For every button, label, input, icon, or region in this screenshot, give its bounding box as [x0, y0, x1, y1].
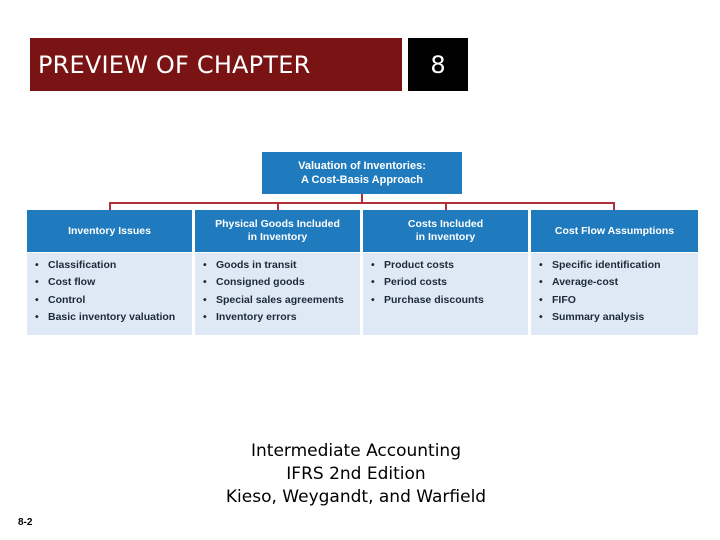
list-item: [203, 274, 360, 291]
list-item: [539, 292, 698, 309]
list-item-text: Basic inventory valuation: [48, 310, 176, 323]
chapter-number-box: [408, 38, 468, 91]
list-item-text: Purchase discounts: [384, 293, 484, 306]
list-item: [371, 292, 528, 309]
bullet-icon: •: [371, 259, 375, 271]
list-item: [203, 292, 360, 309]
list-item-text: Special sales agreements: [216, 293, 344, 306]
bullet-icon: •: [203, 276, 207, 289]
list-item: [35, 292, 192, 309]
list-item: [371, 274, 528, 291]
column-body-physical-goods: [195, 253, 360, 335]
chapter-title-banner: [30, 38, 402, 91]
column-body-inventory-issues: [27, 253, 192, 335]
column-heading-cost-flow-assumptions: [531, 210, 698, 252]
list-item-text: Goods in transit: [216, 259, 297, 271]
column-heading-line: in Inventory: [415, 231, 476, 243]
list-item: [35, 274, 192, 291]
list-item-text: Cost flow: [48, 276, 96, 289]
bullet-icon: •: [203, 259, 207, 271]
list-item: [539, 309, 698, 326]
list-item-text: Consigned goods: [216, 276, 305, 289]
bullet-icon: •: [35, 259, 39, 271]
book-authors: Kieso, Weygandt, and Warfield: [225, 487, 487, 507]
chapter-title: PREVIEW OF CHAPTER: [38, 50, 311, 79]
bullet-icon: •: [539, 276, 543, 289]
diagram-root-box: [262, 152, 462, 194]
bullet-icon: •: [203, 310, 207, 323]
list-item: [203, 309, 360, 326]
book-info: [200, 440, 512, 509]
column-heading-physical-goods: [195, 210, 360, 252]
connector-col-3: [445, 202, 447, 210]
bullet-icon: •: [35, 276, 39, 289]
column-heading-line: Physical Goods Included: [215, 218, 340, 230]
list-item: [35, 257, 192, 274]
connector-horizontal: [109, 202, 615, 204]
bullet-icon: •: [35, 293, 39, 306]
book-edition: IFRS 2nd Edition: [286, 464, 426, 484]
root-line-2: A Cost-Basis Approach: [300, 174, 424, 186]
column-heading-line: Cost Flow Assumptions: [554, 224, 675, 237]
column-heading-line: Inventory Issues: [68, 224, 151, 237]
list-item-text: Product costs: [384, 259, 455, 271]
page-number: 8-2: [18, 517, 33, 528]
list-item-text: FIFO: [552, 293, 576, 306]
bullet-icon: •: [371, 276, 375, 289]
column-body-costs-included: [363, 253, 528, 335]
list-item-text: Classification: [48, 259, 117, 271]
connector-col-4: [613, 202, 615, 210]
connector-col-2: [277, 202, 279, 210]
book-title: Intermediate Accounting: [250, 441, 461, 461]
list-item: [539, 274, 698, 291]
list-item-text: Inventory errors: [216, 310, 297, 323]
list-item-text: Control: [48, 293, 86, 306]
bullet-icon: •: [539, 293, 543, 306]
bullet-icon: •: [203, 293, 207, 306]
connector-col-1: [109, 202, 111, 210]
bullet-icon: •: [35, 310, 39, 323]
chapter-number: 8: [430, 50, 446, 79]
list-item-text: Specific identification: [552, 259, 661, 271]
list-item: [539, 257, 698, 274]
bullet-icon: •: [539, 310, 543, 323]
list-item: [203, 257, 360, 274]
column-body-cost-flow-assumptions: [531, 253, 698, 335]
column-heading-costs-included: [363, 210, 528, 252]
list-item: [371, 257, 528, 274]
column-heading-inventory-issues: [27, 210, 192, 252]
column-heading-line: Costs Included: [407, 218, 484, 230]
list-item-text: Summary analysis: [552, 310, 645, 323]
column-heading-line: in Inventory: [247, 231, 308, 243]
bullet-icon: •: [539, 259, 543, 271]
bullet-icon: •: [371, 293, 375, 306]
list-item: [35, 309, 192, 326]
list-item-text: Period costs: [384, 276, 448, 289]
list-item-text: Average-cost: [552, 276, 619, 289]
root-line-1: Valuation of Inventories:: [298, 160, 426, 172]
